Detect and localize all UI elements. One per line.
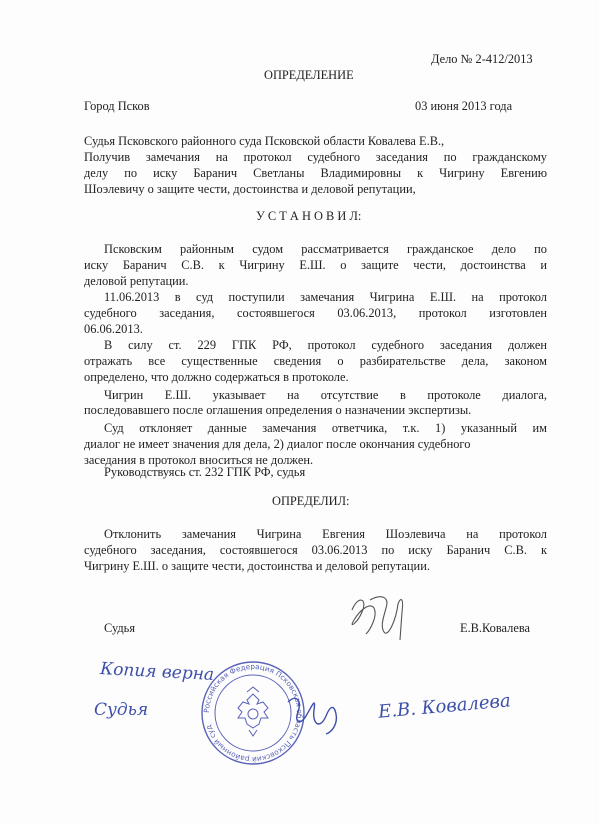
body-line: Чигрин Е.Ш. указывает на отсутствие в протоколе диалога, bbox=[104, 388, 547, 402]
body-line: отражать все существенные сведения о разбирательстве дела, законом bbox=[84, 354, 547, 368]
certifying-signature bbox=[282, 690, 342, 738]
body-line: Суд отклоняет данные замечания ответчика, т.к. 1) указанный им bbox=[104, 421, 547, 435]
judge-name: Е.В.Ковалева bbox=[460, 621, 531, 635]
body-line: Псковским районным судом рассматривается гражданское дело по bbox=[104, 242, 547, 256]
decision-line: Чигрину Е.Ш. о защите чести, достоинства и деловой репутации. bbox=[84, 559, 430, 573]
intro-line: Шоэлевичу о защите чести, достоинства и деловой репутации, bbox=[84, 182, 416, 196]
handwritten-judge: Судья bbox=[94, 700, 149, 720]
intro-line: Получив замечания на протокол судебного заседания по гражданскому bbox=[84, 150, 547, 164]
handwritten-name: Е.В. Ковалева bbox=[377, 690, 512, 723]
stamp-text: Российская Федерация Псковская область Псковский районный суд bbox=[201, 661, 305, 765]
intro-line: Судья Псковского районного суда Псковской области Ковалева Е.В., bbox=[84, 134, 445, 148]
city: Город Псков bbox=[84, 99, 150, 113]
body-line: заседания в протокол вноситься не должен. bbox=[84, 453, 314, 467]
body-line: В силу ст. 229 ГПК РФ, протокол судебного заседания должен bbox=[104, 338, 547, 352]
body-line: иску Баранич С.В. к Чигрину Е.Ш. о защите чести, достоинства и bbox=[84, 258, 547, 272]
case-number: Дело № 2-412/2013 bbox=[431, 52, 533, 66]
body-line: диалог не имеет значения для дела, 2) диалог после окончания судебного bbox=[84, 437, 471, 451]
intro-line: делу по иску Баранич Светланы Владимировны к Чигрину Евгению bbox=[84, 166, 547, 180]
body-line: определено, что должно содержаться в протоколе. bbox=[84, 370, 349, 384]
body-line: судебного заседания, состоявшегося 03.06.2013, протокол изготовлен bbox=[84, 306, 547, 320]
established-heading: У С Т А Н О В И Л: bbox=[256, 209, 362, 223]
document-title: ОПРЕДЕЛЕНИЕ bbox=[264, 68, 354, 82]
body-line: деловой репутации. bbox=[84, 274, 189, 288]
determined-heading: ОПРЕДЕЛИЛ: bbox=[272, 494, 350, 508]
document-date: 03 июня 2013 года bbox=[415, 99, 513, 113]
body-line: 06.06.2013. bbox=[84, 322, 143, 336]
handwritten-copy-true: Копия верна bbox=[99, 659, 215, 685]
decision-line: судебного заседания, состоявшегося 03.06.2013 по иску Баранич С.В. к bbox=[84, 543, 547, 557]
body-line: 11.06.2013 в суд поступили замечания Чигрина Е.Ш. на протокол bbox=[104, 290, 547, 304]
judge-signature bbox=[340, 590, 410, 645]
eagle-emblem-icon bbox=[238, 687, 268, 736]
decision-line: Отклонить замечания Чигрина Евгения Шоэлевича на протокол bbox=[104, 527, 547, 541]
judge-label: Судья bbox=[104, 621, 136, 635]
body-line: последовавшего после оглашения определения о назначении экспертизы. bbox=[84, 403, 472, 417]
body-line: Руководствуясь ст. 232 ГПК РФ, судья bbox=[104, 465, 306, 479]
